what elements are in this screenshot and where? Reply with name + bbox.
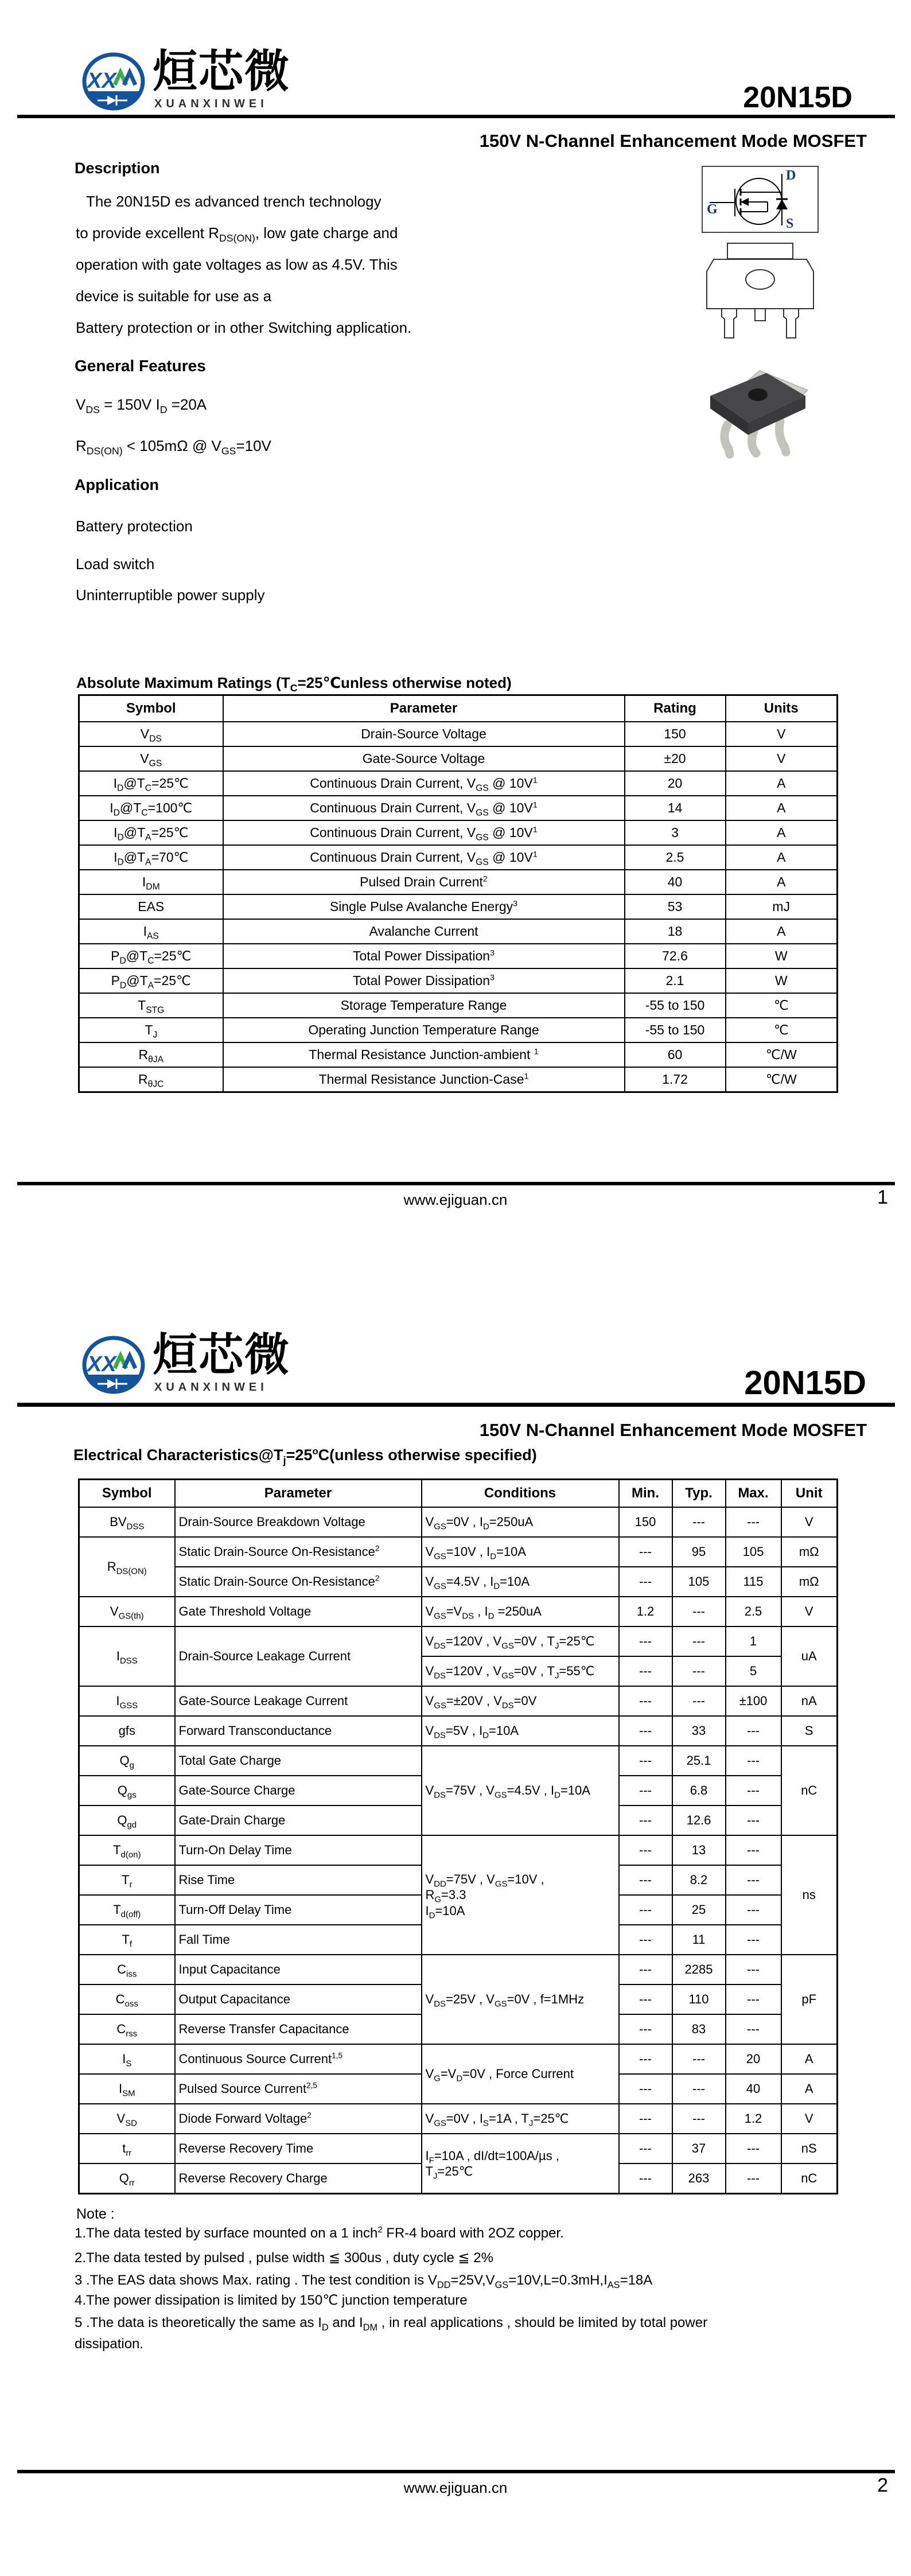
table-cell: $V_{DS}=120V$ , $V_{GS}=0V$ , $T_J=55℃$ <box>422 1656 619 1686</box>
package-outline-figure <box>704 242 816 340</box>
table-cell: --- <box>619 1656 672 1686</box>
table-row <box>79 968 838 993</box>
table-cell: --- <box>726 2134 781 2163</box>
table-cell: Total Gate Charge <box>175 1746 422 1776</box>
electrical-characteristics-table <box>78 1478 838 2194</box>
table-row <box>79 1716 838 1746</box>
table-cell: $Q_{gs}$ <box>79 1776 175 1805</box>
table-cell: Single Pulse Avalanche Energy$^3$ <box>223 894 625 919</box>
table-cell: --- <box>619 1746 672 1776</box>
table-cell: --- <box>726 1865 781 1895</box>
table-cell: ±20 <box>625 746 726 771</box>
table-cell: S <box>781 1716 838 1746</box>
table-cell: --- <box>726 1895 781 1925</box>
part-number: 20N15D <box>744 1364 866 1402</box>
table-cell: gfs <box>79 1716 175 1746</box>
table-cell: $T_{STG}$ <box>79 993 223 1018</box>
table-cell: $I_{DM}$ <box>79 870 223 894</box>
table-cell: --- <box>619 1835 672 1865</box>
table-cell: $C_{oss}$ <box>79 1984 175 2014</box>
table-cell: 53 <box>625 894 726 919</box>
table-cell: $R_{\theta JC}$ <box>79 1067 223 1092</box>
table-cell: 12.6 <box>672 1805 726 1835</box>
table-cell: 105 <box>672 1567 726 1597</box>
table-cell: 1.2 <box>619 1597 672 1626</box>
table-cell: nC <box>781 1746 838 1835</box>
table-cell: 6.8 <box>672 1776 726 1805</box>
table-cell: --- <box>619 1626 672 1656</box>
table-cell: 5 <box>726 1656 781 1686</box>
brand-logo-icon <box>81 1335 146 1395</box>
document-subtitle: 150V N-Channel Enhancement Mode MOSFET <box>479 1420 867 1440</box>
table-cell: --- <box>726 1955 781 1984</box>
column-header: Parameter <box>223 695 625 722</box>
table-row <box>79 771 838 796</box>
table-cell: Continuous Source Current$^{1,5}$ <box>175 2044 422 2074</box>
table-cell: Drain-Source Leakage Current <box>175 1626 422 1686</box>
table-cell: Avalanche Current <box>223 919 625 944</box>
table-cell: $V_{GS}$ <box>79 746 223 771</box>
table-cell: Thermal Resistance Junction-ambient $^1$ <box>223 1042 625 1067</box>
table-row <box>79 944 838 968</box>
table-cell: $P_D@T_A=25℃$ <box>79 968 223 993</box>
note-line: 5 .The data is theoretically the same as $I_D$ and $I_{DM}$ , in real applications , should be limited by total power <box>75 2315 708 2333</box>
column-header: Units <box>726 695 838 722</box>
note-heading: Note : <box>76 2206 115 2222</box>
description-line: device is suitable for use as a <box>76 287 272 305</box>
table-cell: Turn-On Delay Time <box>175 1835 422 1865</box>
table-cell: Forward Transconductance <box>175 1716 422 1746</box>
table-cell: --- <box>726 2014 781 2044</box>
table-cell: --- <box>726 1805 781 1835</box>
table-cell: $T_r$ <box>79 1865 175 1895</box>
table-cell: -55 to 150 <box>625 993 726 1018</box>
brand-logo-icon <box>81 52 146 111</box>
electrical-characteristics-heading: Electrical $Characteristics@T_j=25^oC(unless$ otherwise specified) <box>73 1446 537 1466</box>
table-cell: --- <box>619 1716 672 1746</box>
table-cell: $Q_{rr}$ <box>79 2163 175 2194</box>
table-cell: W <box>726 944 838 968</box>
mosfet-symbol-figure <box>702 166 819 233</box>
table-cell: ℃ <box>726 1018 838 1042</box>
table-cell: Reverse Recovery Charge <box>175 2163 422 2194</box>
table-cell: --- <box>672 2104 726 2134</box>
table-row <box>79 1835 838 1865</box>
table-cell: --- <box>619 1567 672 1597</box>
table-cell: 105 <box>726 1537 781 1567</box>
table-cell: $V_{DS}$ <box>79 722 223 746</box>
table-cell: V <box>781 1507 838 1537</box>
table-cell: 2.5 <box>625 845 726 870</box>
table-cell: --- <box>726 1835 781 1865</box>
column-header: Max. <box>726 1480 781 1508</box>
table-cell: $I_D@T_C=100℃$ <box>79 796 223 820</box>
table-cell: $I_{GSS}$ <box>79 1686 175 1716</box>
table-cell: $R_{DS(ON)}$ <box>79 1537 175 1597</box>
table-row <box>79 2044 838 2074</box>
source-label: S <box>786 216 794 231</box>
table-cell: mΩ <box>781 1537 838 1567</box>
note-line: 4.The power dissipation is limited by 150℃ junction temperature <box>75 2293 468 2308</box>
table-cell: 95 <box>672 1537 726 1567</box>
table-cell: A <box>781 2074 838 2104</box>
table-cell: $V_{GS}=\pm 20V$ , $V_{DS}=0V$ <box>422 1686 619 1716</box>
table-cell: Fall Time <box>175 1925 422 1955</box>
page-2 <box>0 1288 911 2576</box>
table-cell: $I_D@T_C=25℃$ <box>79 771 223 796</box>
table-cell: A <box>781 2044 838 2074</box>
table-row <box>79 1597 838 1626</box>
table-row <box>79 919 838 944</box>
table-cell: ℃/W <box>726 1067 838 1092</box>
table-row <box>79 746 838 771</box>
table-cell: pF <box>781 1955 838 2044</box>
table-cell: Drain-Source Voltage <box>223 722 625 746</box>
table-cell: 20 <box>726 2044 781 2074</box>
brand-name-latin: XUANXINWEI <box>154 1381 268 1394</box>
footer-rule <box>17 1182 895 1185</box>
table-cell: $V_{DS}=25V$ , $V_{GS}=0V$ , f=1MHz <box>422 1955 619 2044</box>
table-cell: --- <box>672 2074 726 2104</box>
table-cell: $V_G=V_D=0V$ , Force Current <box>422 2044 619 2104</box>
table-cell: 2.1 <box>625 968 726 993</box>
table-cell: $Q_{gd}$ <box>79 1805 175 1835</box>
table-cell: ℃/W <box>726 1042 838 1067</box>
table-cell: $V_{GS}=0V$ , $I_S=1A$ , $T_J=25℃$ <box>422 2104 619 2134</box>
table-cell: 40 <box>625 870 726 894</box>
table-row <box>79 2134 838 2163</box>
table-cell: --- <box>619 1865 672 1895</box>
footer-url: www.ejiguan.cn <box>403 1191 508 1208</box>
table-cell: Gate Threshold Voltage <box>175 1597 422 1626</box>
table-cell: Pulsed Drain Current$^2$ <box>223 870 625 894</box>
table-cell: 263 <box>672 2163 726 2194</box>
table-cell: --- <box>726 2163 781 2194</box>
table-cell: --- <box>726 1746 781 1776</box>
footer-rule <box>17 2470 895 2473</box>
brand-name-latin: XUANXINWEI <box>154 98 268 110</box>
document-subtitle: 150V N-Channel Enhancement Mode MOSFET <box>479 131 867 151</box>
absolute-maximum-ratings-heading: Absolute Maximum Ratings ($T_C=25℃unless$ otherwise noted) <box>76 674 512 694</box>
table-cell: ns <box>781 1835 838 1955</box>
column-header: Unit <box>781 1480 838 1508</box>
column-header: Conditions <box>422 1480 619 1508</box>
table-cell: $V_{GS}=10V$ , $I_D=10A$ <box>422 1537 619 1567</box>
column-header: Min. <box>619 1480 672 1508</box>
package-3d-figure <box>707 367 811 459</box>
table-cell: Storage Temperature Range <box>223 993 625 1018</box>
table-cell: $T_{d(on)}$ <box>79 1835 175 1865</box>
table-cell: --- <box>619 2163 672 2194</box>
table-cell: V <box>781 1597 838 1626</box>
table-cell: nA <box>781 1686 838 1716</box>
table-cell: V <box>781 2104 838 2134</box>
column-header: Typ. <box>672 1480 726 1508</box>
header-rule <box>17 1403 895 1407</box>
brand-name-chinese: 烜芯微 <box>153 1329 291 1380</box>
general-features-heading: General Features <box>75 357 206 375</box>
table-header-row <box>79 695 838 722</box>
table-cell: ℃ <box>726 993 838 1018</box>
table-cell: A <box>726 845 838 870</box>
table-row <box>79 1507 838 1537</box>
table-cell: 20 <box>625 771 726 796</box>
note-line: dissipation. <box>75 2336 144 2352</box>
table-cell: $V_{GS}=V_{DS}$ , $I_D =250uA$ <box>422 1597 619 1626</box>
table-cell: --- <box>619 2134 672 2163</box>
page-number: 2 <box>877 2474 888 2496</box>
table-cell: 18 <box>625 919 726 944</box>
note-line: 3 .The EAS data shows Max. rating . The test condition is $V_{DD}=25V,V_{GS}=10V,L=0.3mH,I_{AS}=18A$ <box>75 2273 653 2290</box>
table-cell: --- <box>619 1984 672 2014</box>
table-cell: --- <box>672 1686 726 1716</box>
table-cell: --- <box>619 2074 672 2104</box>
table-cell: --- <box>619 1776 672 1805</box>
table-cell: 1.72 <box>625 1067 726 1092</box>
table-cell: --- <box>672 1597 726 1626</box>
table-cell: --- <box>672 1507 726 1537</box>
table-cell: 8.2 <box>672 1865 726 1895</box>
table-cell: Total Power Dissipation$^3$ <box>223 944 625 968</box>
table-header-row <box>79 1480 838 1508</box>
table-cell: --- <box>619 1537 672 1567</box>
table-row <box>79 1626 838 1656</box>
table-row <box>79 894 838 919</box>
table-cell: 115 <box>726 1567 781 1597</box>
table-cell: --- <box>619 1955 672 1984</box>
application-heading: Application <box>75 476 159 493</box>
table-cell: --- <box>619 1895 672 1925</box>
note-line: 1.The data tested by surface mounted on a 1 inch$^2$ FR-4 board with 2OZ copper. <box>75 2225 564 2241</box>
table-cell: $t_{rr}$ <box>79 2134 175 2163</box>
table-cell: mΩ <box>781 1567 838 1597</box>
footer-url: www.ejiguan.cn <box>403 2479 508 2496</box>
table-cell: Static Drain-Source On-Resistance$^2$ <box>175 1567 422 1597</box>
table-cell: nS <box>781 2134 838 2163</box>
table-cell: Input Capacitance <box>175 1955 422 1984</box>
table-row <box>79 722 838 746</box>
column-header: Rating <box>625 695 726 722</box>
table-cell: 150 <box>619 1507 672 1537</box>
table-cell: $Q_g$ <box>79 1746 175 1776</box>
table-row <box>79 1042 838 1067</box>
table-cell: Continuous Drain Current, $V_{GS}$ @ $10V^1$ <box>223 771 625 796</box>
table-cell: $V_{GS}=4.5V$ , $I_D=10A$ <box>422 1567 619 1597</box>
svg-text:XX: XX <box>87 69 116 93</box>
table-row <box>79 2104 838 2134</box>
header-rule <box>17 115 895 118</box>
table-cell: 2.5 <box>726 1597 781 1626</box>
table-cell: 3 <box>625 820 726 845</box>
table-cell: A <box>726 771 838 796</box>
table-cell: $I_{AS}$ <box>79 919 223 944</box>
table-row <box>79 820 838 845</box>
table-cell: ±100 <box>726 1686 781 1716</box>
table-cell: $BV_{DSS}$ <box>79 1507 175 1537</box>
column-header: Symbol <box>79 1480 175 1508</box>
table-cell: W <box>726 968 838 993</box>
table-cell: Diode Forward Voltage$^2$ <box>175 2104 422 2134</box>
table-cell: --- <box>619 2044 672 2074</box>
table-cell: $T_J$ <box>79 1018 223 1042</box>
feature-line: $R_{DS(ON)} < 105m\Omega$ @ $V_{GS}=10V$ <box>76 437 271 457</box>
table-cell: Reverse Recovery Time <box>175 2134 422 2163</box>
brand-logo <box>81 1329 357 1404</box>
gate-label: G <box>707 202 718 217</box>
table-cell: $I_{DSS}$ <box>79 1626 175 1686</box>
table-cell: Gate-Source Voltage <box>223 746 625 771</box>
drain-label: D <box>786 168 796 183</box>
table-cell: Static Drain-Source On-Resistance$^2$ <box>175 1537 422 1567</box>
table-cell: 2285 <box>672 1955 726 1984</box>
table-cell: $C_{iss}$ <box>79 1955 175 1984</box>
table-cell: $I_D@T_A=25℃$ <box>79 820 223 845</box>
application-item: Load switch <box>76 555 155 573</box>
table-cell: $V_{DS}=120V$ , $V_{GS}=0V$ , $T_J=25℃$ <box>422 1626 619 1656</box>
table-cell: A <box>726 820 838 845</box>
table-cell: $I_S$ <box>79 2044 175 2074</box>
table-cell: Continuous Drain Current, $V_{GS}$ @ $10V^1$ <box>223 845 625 870</box>
table-cell: $V_{GS(th)}$ <box>79 1597 175 1626</box>
absolute-maximum-ratings-table <box>78 694 838 1093</box>
table-cell: --- <box>672 1656 726 1686</box>
table-row <box>79 1955 838 1984</box>
table-row <box>79 796 838 820</box>
description-line: Battery protection or in other Switching application. <box>76 319 412 336</box>
table-row <box>79 870 838 894</box>
table-cell: 14 <box>625 796 726 820</box>
application-item: Uninterruptible power supply <box>76 586 265 604</box>
table-cell: --- <box>726 1925 781 1955</box>
table-cell: 60 <box>625 1042 726 1067</box>
table-cell: $I_F=10A$ , dI/dt=100A/µs , $T_J=25℃$ <box>422 2134 619 2194</box>
brand-logo <box>81 46 357 121</box>
table-cell: Continuous Drain Current, $V_{GS}$ @ $10V^1$ <box>223 820 625 845</box>
table-cell: $V_{GS}=0V$ , $I_D=250uA$ <box>422 1507 619 1537</box>
table-cell: Turn-Off Delay Time <box>175 1895 422 1925</box>
table-cell: $T_f$ <box>79 1925 175 1955</box>
table-cell: Output Capacitance <box>175 1984 422 2014</box>
description-line: The 20N15D es advanced trench technology <box>86 193 381 210</box>
column-header: Symbol <box>79 695 223 722</box>
description-line: operation with gate voltages as low as 4.5V. This <box>76 256 398 273</box>
table-cell: 37 <box>672 2134 726 2163</box>
table-row <box>79 993 838 1018</box>
table-cell: $I_D@T_A=70℃$ <box>79 845 223 870</box>
table-cell: A <box>726 870 838 894</box>
table-cell: $V_{DS}=75V$ , $V_{GS}=4.5V$ , $I_D=10A$ <box>422 1746 619 1835</box>
table-cell: Gate-Source Charge <box>175 1776 422 1805</box>
table-cell: Drain-Source Breakdown Voltage <box>175 1507 422 1537</box>
table-cell: Gate-Source Leakage Current <box>175 1686 422 1716</box>
table-cell: --- <box>726 1716 781 1746</box>
table-cell: 1.2 <box>726 2104 781 2134</box>
table-cell: $V_{DD}=75V$ , $V_{GS}=10V$ , $R_G=3.3$ $I_D=10A$ <box>422 1835 619 1955</box>
table-cell: Pulsed Source Current$^{2,5}$ <box>175 2074 422 2104</box>
table-cell: V <box>726 746 838 771</box>
table-row <box>79 1746 838 1776</box>
table-cell: 25 <box>672 1895 726 1925</box>
table-cell: --- <box>726 1507 781 1537</box>
part-number: 20N15D <box>743 81 852 114</box>
table-cell: 11 <box>672 1925 726 1955</box>
table-row <box>79 1018 838 1042</box>
table-cell: $R_{\theta JA}$ <box>79 1042 223 1067</box>
table-cell: -55 to 150 <box>625 1018 726 1042</box>
table-cell: Rise Time <box>175 1865 422 1895</box>
table-cell: $C_{rss}$ <box>79 2014 175 2044</box>
table-cell: $P_D@T_C=25℃$ <box>79 944 223 968</box>
table-row <box>79 1537 838 1567</box>
table-cell: V <box>726 722 838 746</box>
description-line: to provide excellent $R_{DS(ON)}$, low gate charge and <box>76 224 398 244</box>
table-cell: 25.1 <box>672 1746 726 1776</box>
table-cell: $I_{SM}$ <box>79 2074 175 2104</box>
table-row <box>79 845 838 870</box>
page-number: 1 <box>877 1186 888 1208</box>
table-cell: Gate-Drain Charge <box>175 1805 422 1835</box>
table-cell: 150 <box>625 722 726 746</box>
description-heading: Description <box>75 159 160 177</box>
table-cell: Thermal Resistance Junction-Case$^1$ <box>223 1067 625 1092</box>
table-cell: mJ <box>726 894 838 919</box>
table-cell: 72.6 <box>625 944 726 968</box>
table-cell: $V_{SD}$ <box>79 2104 175 2134</box>
table-cell: --- <box>726 1984 781 2014</box>
table-cell: $T_{d(off)}$ <box>79 1895 175 1925</box>
table-cell: nC <box>781 2163 838 2194</box>
note-line: 2.The data tested by pulsed , pulse width ≦ 300us , duty cycle ≦ 2% <box>75 2250 493 2266</box>
column-header: Parameter <box>175 1480 422 1508</box>
table-cell: $V_{DS}=5V$ , $I_D=10A$ <box>422 1716 619 1746</box>
table-cell: Total Power Dissipation$^3$ <box>223 968 625 993</box>
application-item: Battery protection <box>76 517 193 535</box>
table-cell: --- <box>726 1776 781 1805</box>
feature-line: $V_{DS} = 150V$ $I_D =20A$ <box>76 396 207 416</box>
table-cell: 1 <box>726 1626 781 1656</box>
table-cell: --- <box>619 1686 672 1716</box>
table-cell: A <box>726 796 838 820</box>
brand-name-chinese: 烜芯微 <box>153 46 291 96</box>
table-cell: Reverse Transfer Capacitance <box>175 2014 422 2044</box>
table-row <box>79 1567 838 1597</box>
table-row <box>79 1686 838 1716</box>
table-cell: --- <box>619 1925 672 1955</box>
table-row <box>79 1067 838 1092</box>
table-cell: 40 <box>726 2074 781 2104</box>
table-cell: 13 <box>672 1835 726 1865</box>
table-cell: --- <box>672 1626 726 1656</box>
table-cell: --- <box>619 2014 672 2044</box>
table-cell: Operating Junction Temperature Range <box>223 1018 625 1042</box>
table-cell: 33 <box>672 1716 726 1746</box>
table-cell: Continuous Drain Current, $V_{GS}$ @ $10V^1$ <box>223 796 625 820</box>
table-cell: 83 <box>672 2014 726 2044</box>
table-cell: A <box>726 919 838 944</box>
table-cell: EAS <box>79 894 223 919</box>
table-cell: --- <box>672 2044 726 2074</box>
table-cell: uA <box>781 1626 838 1686</box>
svg-text:XX: XX <box>87 1352 116 1376</box>
table-cell: --- <box>619 1805 672 1835</box>
table-cell: 110 <box>672 1984 726 2014</box>
table-cell: --- <box>619 2104 672 2134</box>
